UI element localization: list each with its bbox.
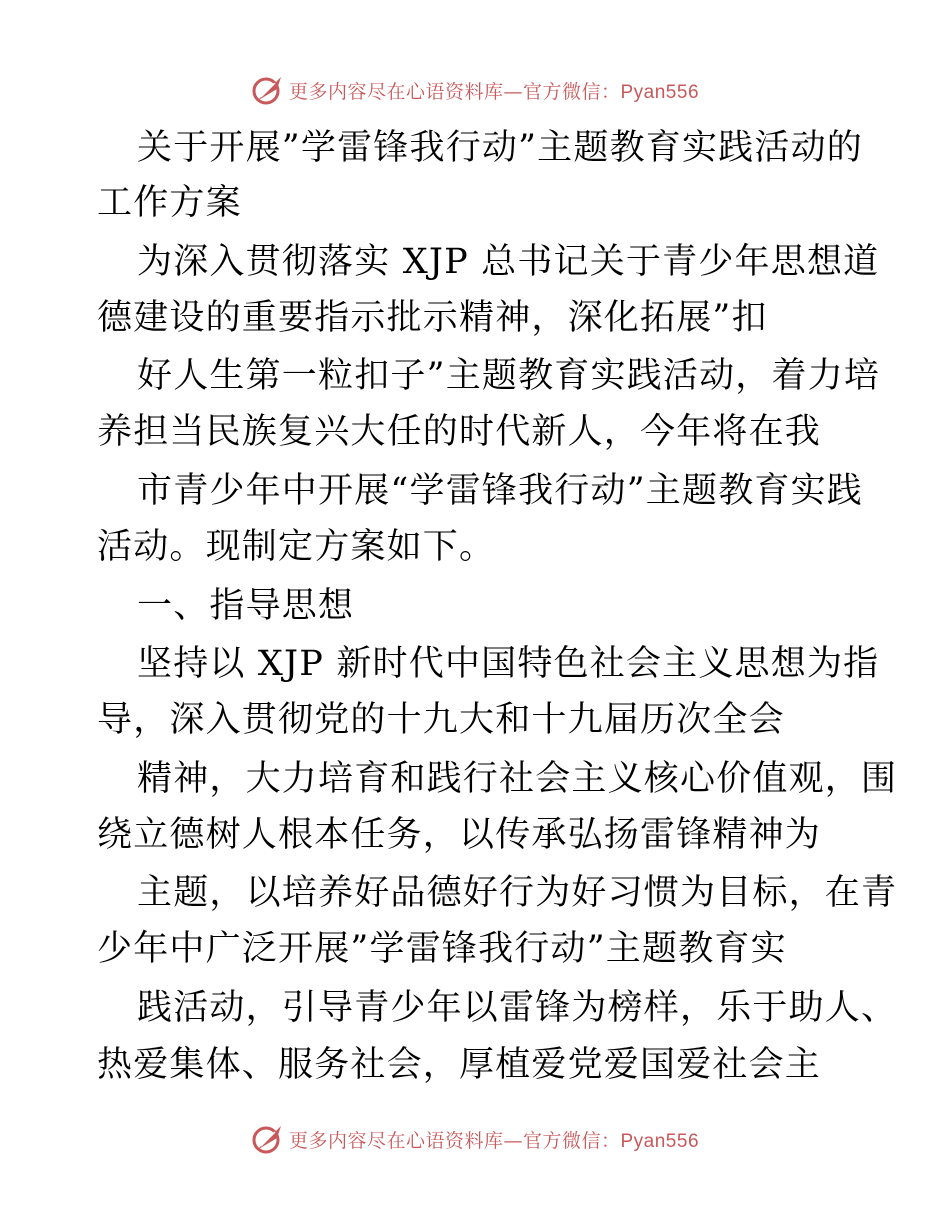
paragraph-7-line-2: 少年中广泛开展”学雷锋我行动”主题教育实 xyxy=(97,929,787,969)
watermark-separator: — xyxy=(503,80,523,103)
feather-pen-logo-icon xyxy=(251,73,285,107)
paragraph-5-line-2: 导，深入贯彻党的十九大和十九届历次全会 xyxy=(97,700,785,740)
header-watermark xyxy=(0,73,950,107)
paragraph-1-line-1: 为深入贯彻落实 XJP 总书记关于青少年思想道 xyxy=(137,242,880,282)
paragraph-2-line-1: 好人生第一粒扣子”主题教育实践活动，着力培 xyxy=(137,356,881,396)
paragraph-2-line-2: 养担当民族复兴大任的时代新人，今年将在我 xyxy=(97,412,822,452)
title-line-2: 工作方案 xyxy=(97,183,242,223)
paragraph-1-line-2: 德建设的重要指示批示精神，深化拓展”扣 xyxy=(97,298,768,338)
paragraph-6-line-1: 精神，大力培育和践行社会主义核心价值观，围 xyxy=(137,759,898,799)
watermark-account: Pyan556 xyxy=(620,81,700,103)
paragraph-3-line-2: 活动。现制定方案如下。 xyxy=(97,527,496,567)
title-line-1: 关于开展”学雷锋我行动”主题教育实践活动的 xyxy=(137,128,863,168)
feather-pen-logo-icon xyxy=(251,1122,285,1156)
watermark-brand: 更多内容尽在心语资料库 xyxy=(288,80,504,103)
watermark-official-label: 官方微信： xyxy=(522,80,621,103)
watermark-account: Pyan556 xyxy=(620,1130,700,1152)
paragraph-8-line-2: 热爱集体、服务社会，厚植爱党爱国爱社会主 xyxy=(97,1045,822,1085)
paragraph-5-line-1: 坚持以 XJP 新时代中国特色社会主义思想为指 xyxy=(137,644,880,684)
section-heading: 一、指导思想 xyxy=(137,586,355,626)
watermark-official-label: 官方微信： xyxy=(522,1129,621,1152)
watermark-separator: — xyxy=(503,1129,523,1152)
watermark-text xyxy=(289,1126,699,1153)
paragraph-7-line-1: 主题，以培养好品德好行为好习惯为目标，在青 xyxy=(137,873,898,913)
paragraph-8-line-1: 践活动，引导青少年以雷锋为榜样，乐于助人、 xyxy=(137,988,898,1028)
watermark-brand: 更多内容尽在心语资料库 xyxy=(288,1129,504,1152)
watermark-text xyxy=(289,77,699,104)
paragraph-3-line-1: 市青少年中开展“学雷锋我行动”主题教育实践 xyxy=(137,471,863,511)
footer-watermark xyxy=(0,1122,950,1156)
paragraph-6-line-2: 绕立德树人根本任务，以传承弘扬雷锋精神为 xyxy=(97,815,822,855)
